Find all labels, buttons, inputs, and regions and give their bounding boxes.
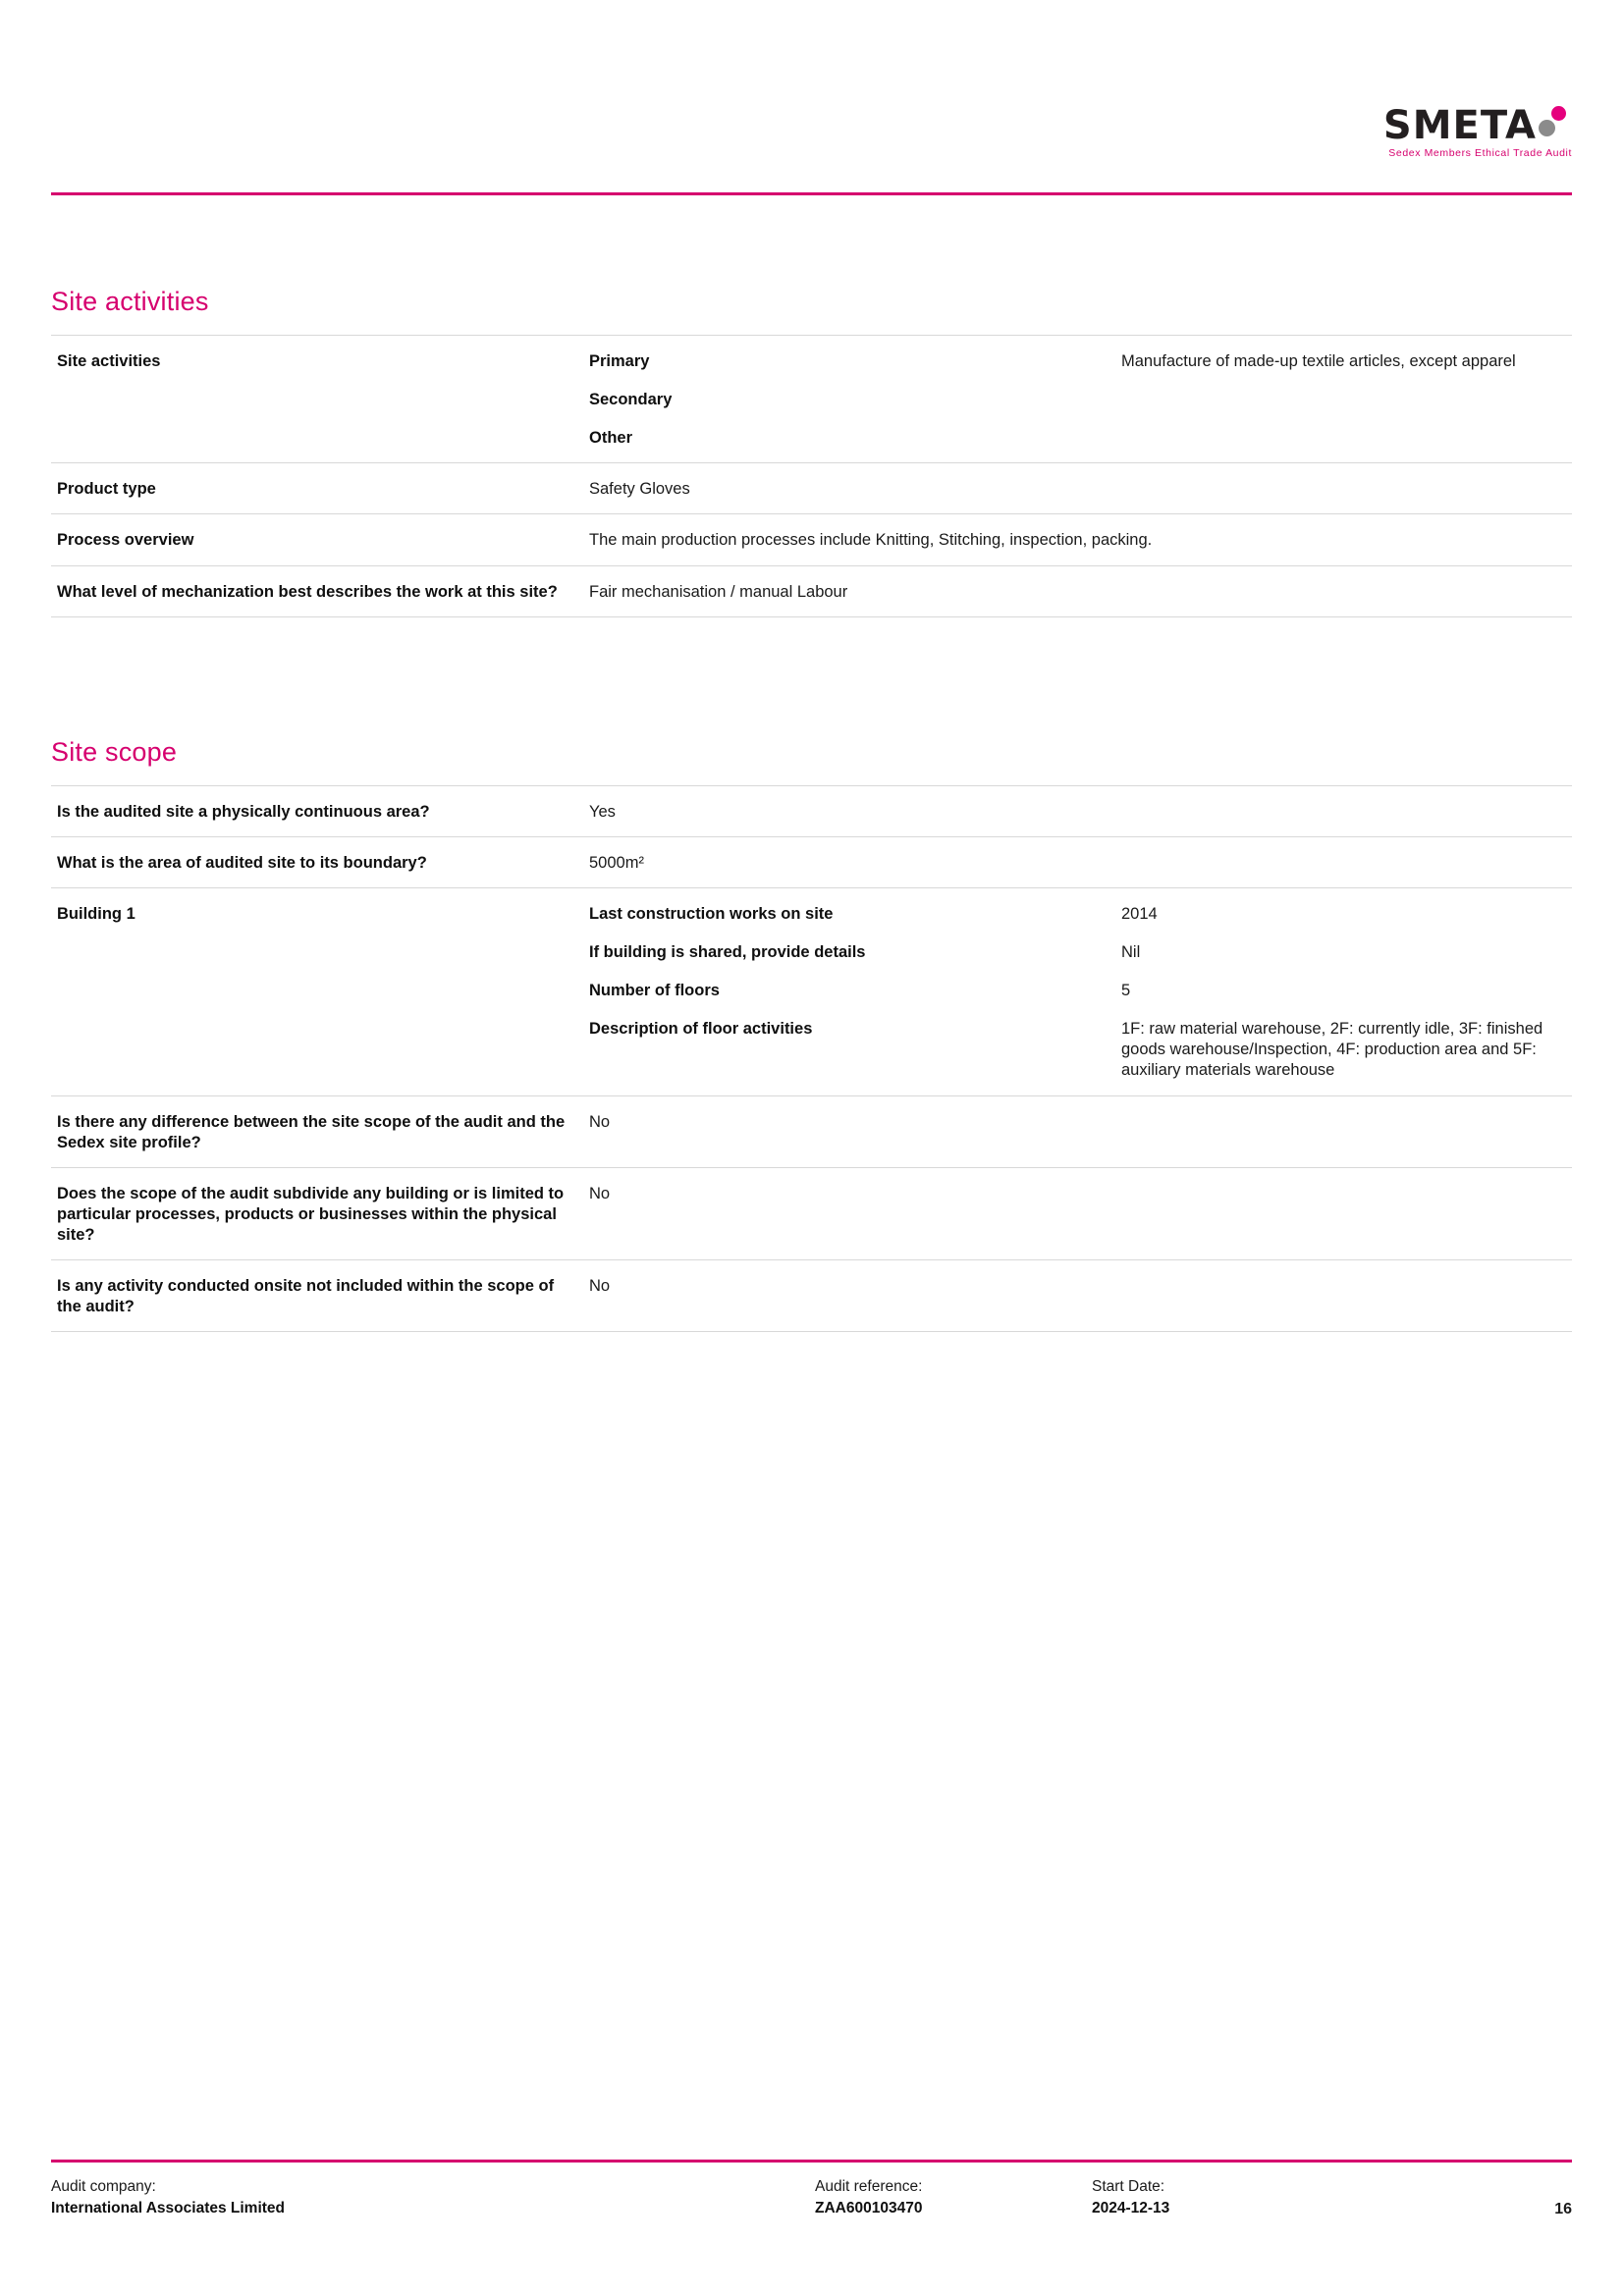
row-label bbox=[51, 938, 583, 977]
row-middle: Description of floor activities bbox=[589, 1020, 813, 1039]
table-row bbox=[51, 785, 1572, 836]
table-row bbox=[51, 1167, 1572, 1259]
row-middle: No bbox=[583, 1167, 1115, 1259]
table-row bbox=[51, 514, 1572, 565]
footer-divider bbox=[51, 2160, 1572, 2163]
section-title-site-activities: Site activities bbox=[51, 287, 209, 316]
row-value: 1F: raw material warehouse, 2F: currently idle, 3F: finished goods warehouse/Inspection, 4F: production area and 5F: auxiliary materials warehouse bbox=[1121, 1020, 1543, 1080]
row-label: Is the audited site a physically continuous area? bbox=[51, 785, 583, 836]
row-label bbox=[51, 977, 583, 1015]
row-middle: Yes bbox=[583, 785, 1115, 836]
row-value: Manufacture of made-up textile articles, except apparel bbox=[1115, 336, 1572, 387]
table-bottom-border bbox=[51, 616, 1572, 647]
row-middle: Primary bbox=[583, 336, 1115, 387]
footer-audit-reference bbox=[815, 2176, 922, 2220]
logo-subtitle: Sedex Members Ethical Trade Audit bbox=[1388, 147, 1572, 159]
logo-dot-grey-icon bbox=[1539, 120, 1555, 136]
logo-wordmark: SMETA bbox=[1382, 103, 1537, 148]
row-value: 5 bbox=[1121, 982, 1131, 1000]
row-middle: The main production processes include Knitting, Stitching, inspection, packing. bbox=[583, 514, 1572, 565]
row-label: Process overview bbox=[51, 514, 583, 565]
audit-company-label: Audit company: bbox=[51, 2178, 156, 2195]
logo-dot-pink-icon bbox=[1551, 106, 1566, 121]
table-bottom-border bbox=[51, 1332, 1572, 1362]
site-activities-table bbox=[51, 335, 1572, 647]
table-row bbox=[51, 938, 1572, 977]
row-middle: Other bbox=[589, 429, 633, 448]
row-value bbox=[1115, 386, 1572, 424]
table-row bbox=[51, 386, 1572, 424]
row-value bbox=[1115, 1095, 1572, 1167]
row-value bbox=[1115, 1167, 1572, 1259]
row-value: 2014 bbox=[1115, 887, 1572, 938]
table-row bbox=[51, 1260, 1572, 1332]
row-middle: Last construction works on site bbox=[583, 887, 1115, 938]
row-label: What level of mechanization best describes the work at this site? bbox=[51, 565, 583, 616]
row-label bbox=[51, 424, 583, 463]
start-date-value: 2024-12-13 bbox=[1092, 2200, 1170, 2217]
page-number: 16 bbox=[1554, 2201, 1572, 2217]
row-value bbox=[1115, 785, 1572, 836]
row-value bbox=[1115, 463, 1572, 514]
table-row bbox=[51, 887, 1572, 938]
row-label: Building 1 bbox=[51, 887, 583, 938]
footer-audit-company bbox=[51, 2176, 285, 2220]
row-value bbox=[1115, 1260, 1572, 1332]
row-middle: Secondary bbox=[589, 391, 673, 409]
smeta-logo bbox=[1382, 103, 1572, 159]
row-label: Site activities bbox=[51, 336, 583, 387]
row-label: Product type bbox=[51, 463, 583, 514]
start-date-label: Start Date: bbox=[1092, 2178, 1165, 2195]
row-value bbox=[1115, 836, 1572, 887]
row-middle: If building is shared, provide details bbox=[589, 942, 866, 961]
table-row bbox=[51, 1015, 1572, 1095]
section-title-site-scope: Site scope bbox=[51, 736, 178, 767]
footer-start-date bbox=[1092, 2176, 1169, 2220]
row-label: Is any activity conducted onsite not included within the scope of the audit? bbox=[51, 1260, 583, 1332]
logo-dots-icon bbox=[1539, 106, 1572, 139]
table-row bbox=[51, 1095, 1572, 1167]
table-row bbox=[51, 565, 1572, 616]
audit-reference-label: Audit reference: bbox=[815, 2178, 923, 2195]
site-scope-table bbox=[51, 785, 1572, 1362]
row-label: What is the area of audited site to its boundary? bbox=[51, 836, 583, 887]
table-row bbox=[51, 836, 1572, 887]
row-middle: No bbox=[583, 1260, 1115, 1332]
row-value: Nil bbox=[1121, 942, 1141, 961]
table-row bbox=[51, 424, 1572, 463]
row-middle: Safety Gloves bbox=[583, 463, 1115, 514]
spacer-between-sections bbox=[51, 647, 1572, 737]
page-header bbox=[51, 0, 1572, 196]
audit-reference-value: ZAA600103470 bbox=[815, 2200, 923, 2217]
audit-company-value: International Associates Limited bbox=[51, 2200, 286, 2217]
row-label: Is there any difference between the site scope of the audit and the Sedex site profile? bbox=[51, 1095, 583, 1167]
table-row bbox=[51, 463, 1572, 514]
page-footer bbox=[51, 2160, 1572, 2231]
row-label bbox=[51, 386, 583, 424]
header-divider bbox=[51, 192, 1572, 195]
row-middle: 5000m² bbox=[583, 836, 1115, 887]
spacer-top bbox=[51, 196, 1572, 287]
row-label: Does the scope of the audit subdivide any building or is limited to particular processes, products or businesses within the physical site? bbox=[51, 1167, 583, 1259]
row-middle: No bbox=[583, 1095, 1115, 1167]
row-label bbox=[51, 1015, 583, 1095]
row-value bbox=[1115, 424, 1572, 463]
table-row bbox=[51, 336, 1572, 387]
row-middle: Number of floors bbox=[589, 982, 720, 1000]
table-row bbox=[51, 977, 1572, 1015]
row-middle: Fair mechanisation / manual Labour bbox=[583, 565, 1572, 616]
